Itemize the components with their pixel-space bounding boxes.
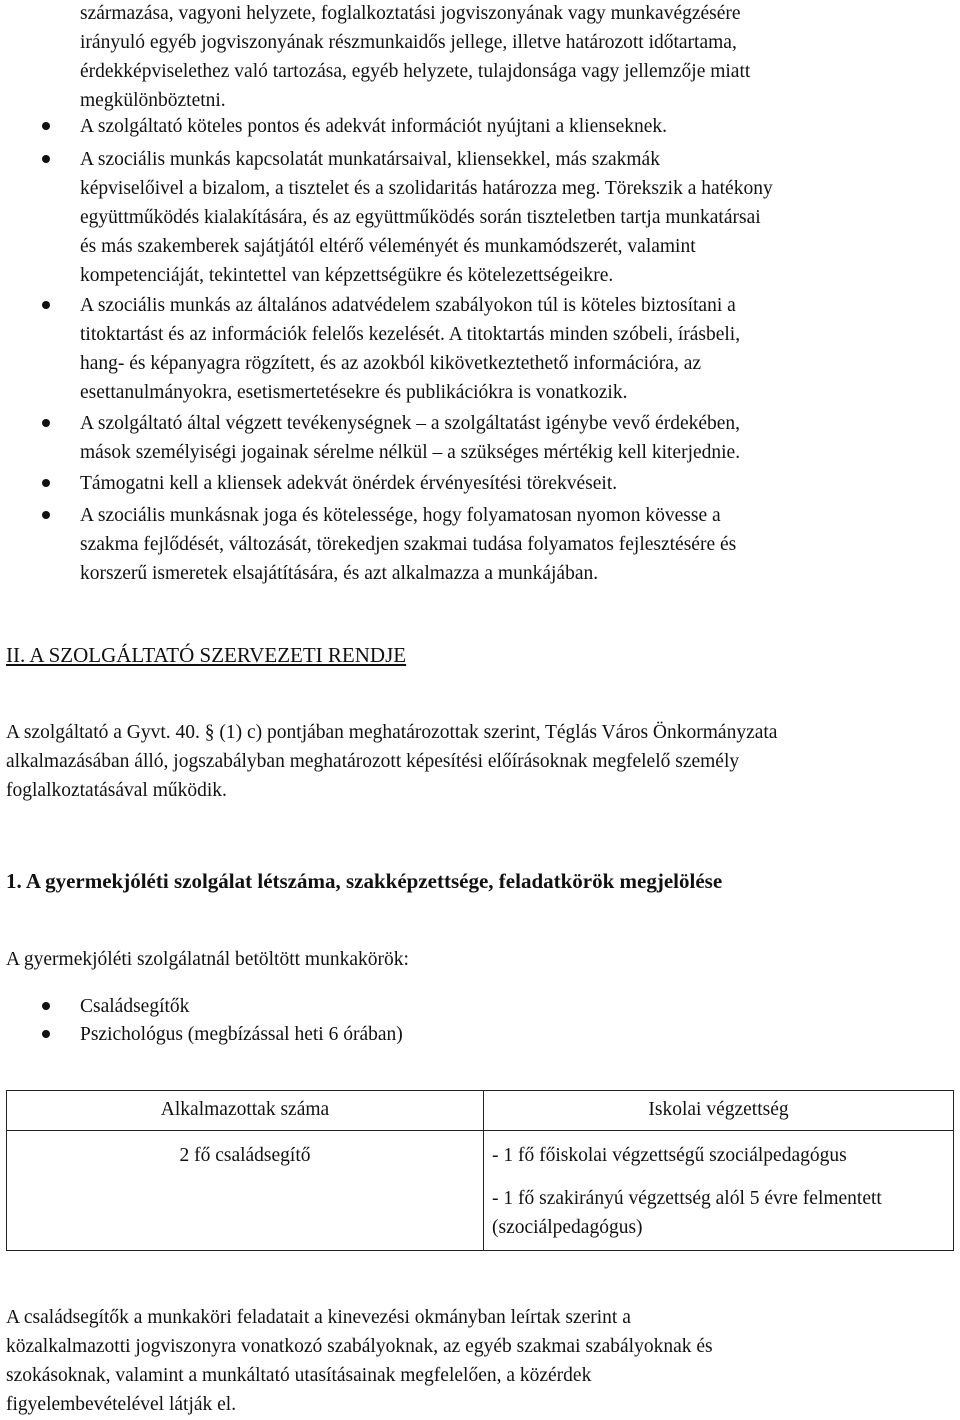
bullet-icon bbox=[42, 155, 50, 163]
bullet-line: Támogatni kell a kliensek adekvát önérdek érvényesítési törekvéseit. bbox=[80, 473, 618, 494]
qualification-line: - 1 fő szakirányú végzettség alól 5 évre felmentett (szociálpedagógus) bbox=[492, 1188, 882, 1238]
bullet-icon bbox=[42, 419, 50, 427]
table-header-row bbox=[7, 1091, 954, 1131]
bullet-item-6 bbox=[80, 501, 956, 588]
bullet-line: A szolgáltató köteles pontos és adekvát információt nyújtani a klienseknek. bbox=[80, 116, 668, 137]
bullet-line: A szociális munkás az általános adatvédelem szabályokon túl is köteles biztosítani a bbox=[80, 295, 736, 316]
bullet-item-2 bbox=[80, 145, 956, 290]
intro-line: megkülönböztetni. bbox=[80, 90, 226, 111]
bullet-item-3 bbox=[80, 291, 956, 407]
bullet-icon bbox=[42, 1030, 50, 1038]
bullet-icon bbox=[42, 1002, 50, 1010]
bullet-icon bbox=[42, 479, 50, 487]
section-heading: II. A SZOLGÁLTATÓ SZERVEZETI RENDJE bbox=[6, 643, 407, 667]
intro-line: érdekképviselethez való tartozása, egyéb helyzete, tulajdonsága vagy jellemzője miatt bbox=[80, 61, 751, 82]
intro-paragraph bbox=[80, 0, 956, 115]
subsection-intro: A gyermekjóléti szolgálatnál betöltött munkakörök: bbox=[6, 949, 409, 970]
paragraph-line: szokásoknak, valamint a munkáltató utasításainak megfelelően, a közérdek bbox=[6, 1365, 592, 1386]
bullet-item-5 bbox=[80, 469, 956, 498]
bullet-line: titoktartást és az információk felelős kezelését. A titoktartás minden szóbeli, írásbeli, bbox=[80, 324, 741, 345]
bullet-line: és más szakemberek sajátjától eltérő véleményét és munkamódszerét, valamint bbox=[80, 236, 696, 257]
bullet-item-4 bbox=[80, 409, 956, 467]
role-item: Pszichológus (megbízással heti 6 órában) bbox=[80, 1024, 403, 1045]
bullet-icon bbox=[42, 122, 50, 130]
table-header-cell: Alkalmazottak száma bbox=[7, 1091, 484, 1131]
bullet-line: korszerű ismeretek elsajátítására, és azt alkalmazza a munkájában. bbox=[80, 563, 599, 584]
bullet-icon bbox=[42, 301, 50, 309]
subsection-heading: 1. A gyermekjóléti szolgálat létszáma, szakképzettsége, feladatkörök megjelölése bbox=[6, 869, 723, 893]
paragraph-line: közalkalmazotti jogviszonyra vonatkozó szabályoknak, az egyéb szakmai szabályoknak és bbox=[6, 1336, 713, 1357]
table-cell-qualifications bbox=[484, 1131, 954, 1251]
paragraph-line: A családsegítők a munkaköri feladatait a kinevezési okmányban leírtak szerint a bbox=[6, 1307, 631, 1328]
bullet-line: kompetenciáját, tekintettel van képzettségükre és kötelezettségeikre. bbox=[80, 265, 614, 286]
bullet-icon bbox=[42, 511, 50, 519]
intro-line: irányuló egyéb jogviszonyának részmunkaidős jellege, illetve határozott időtartama, bbox=[80, 32, 737, 53]
table-header-cell: Iskolai végzettség bbox=[484, 1091, 954, 1131]
bullet-line: A szolgáltató által végzett tevékenységnek – a szolgáltatást igénybe vevő érdekében, bbox=[80, 413, 741, 434]
paragraph-line: A szolgáltató a Gyvt. 40. § (1) c) pontjában meghatározottak szerint, Téglás Város Önkormányzata bbox=[6, 722, 778, 743]
bullet-line: mások személyiségi jogainak sérelme nélkül – a szükséges mértékig kell kiterjednie. bbox=[80, 442, 741, 463]
paragraph-line: alkalmazásában álló, jogszabályban meghatározott képesítési előírásoknak megfelelő személy bbox=[6, 751, 740, 772]
bullet-line: együttműködés kialakítására, és az együttműködés során tiszteletben tartja munkatársai bbox=[80, 207, 761, 228]
bullet-line: esettanulmányokra, esetismertetésekre és publikációkra is vonatkozik. bbox=[80, 382, 628, 403]
closing-paragraph bbox=[6, 1303, 956, 1419]
table-cell-count: 2 fő családsegítő bbox=[7, 1131, 484, 1251]
bullet-line: képviselőivel a bizalom, a tisztelet és a szolidaritás határozza meg. Törekszik a hatékony bbox=[80, 178, 773, 199]
bullet-line: A szociális munkás kapcsolatát munkatársaival, kliensekkel, más szakmák bbox=[80, 149, 660, 170]
paragraph-line: foglalkoztatásával működik. bbox=[6, 780, 227, 801]
bullet-item-1 bbox=[80, 112, 956, 141]
bullet-line: szakma fejlődését, változását, törekedjen szakmai tudása folyamatos fejlesztésére és bbox=[80, 534, 737, 555]
bullet-line: A szociális munkásnak joga és kötelessége, hogy folyamatosan nyomon kövesse a bbox=[80, 505, 721, 526]
section-paragraph bbox=[6, 718, 956, 805]
paragraph-line: figyelembevételével látják el. bbox=[6, 1394, 237, 1415]
bullet-line: hang- és képanyagra rögzített, és az azokból kikövetkeztethető információra, az bbox=[80, 353, 702, 374]
table-row bbox=[7, 1131, 954, 1251]
intro-line: származása, vagyoni helyzete, foglalkoztatási jogviszonyának vagy munkavégzésére bbox=[80, 3, 741, 24]
role-item: Családsegítők bbox=[80, 996, 190, 1017]
qualification-line: - 1 fő főiskolai végzettségű szociálpedagógus bbox=[492, 1145, 847, 1166]
staff-table bbox=[6, 1090, 954, 1251]
